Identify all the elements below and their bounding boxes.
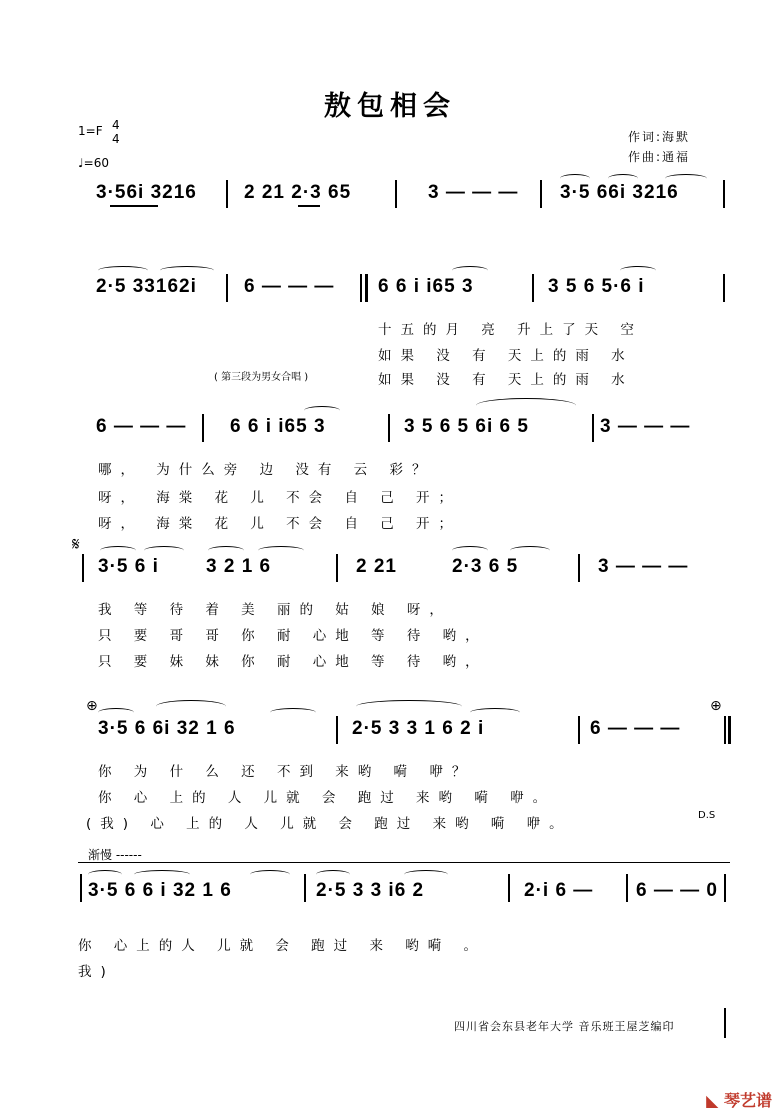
slur [134,870,190,879]
lyric-line-2: 你 心 上的 人 儿就 会 跑过 来哟 嗬 咿。 [98,790,556,806]
coda-icon: ⊕ [86,698,98,714]
barline [80,874,82,902]
slur [452,266,488,275]
barline [360,274,362,302]
final-barline [724,874,726,902]
coda-icon: ⊕ [710,698,722,714]
measure: 3·56i 3216 [96,182,197,203]
barline [388,414,390,442]
lyricist-credit: 作词:海默 [628,130,691,144]
measure: 3·5 6 6 i 32 1 6 [88,880,232,901]
slur [476,398,576,413]
slur [470,708,520,717]
ritardando-mark: 渐慢 ------ [88,848,142,862]
measure: 3·5 6 6i 32 1 6 [98,718,236,739]
slur [608,174,638,183]
measure: 3·5 66i 3216 [560,182,679,203]
barline [82,554,84,582]
measure: 3 — — — [428,182,519,203]
lyric-line-2: 只 要 哥 哥 你 耐 心地 等 待 哟， [98,628,488,644]
slur [144,546,184,555]
barline [724,1008,726,1038]
dal-segno-mark: D.S [698,810,716,821]
measure: 2·5 3 3 1 6 2 i [352,718,485,739]
measure: 2 21 [356,556,397,577]
measure: 2·i 6 — [524,880,594,901]
underline [110,205,158,207]
time-signature: 4 4 [112,118,120,146]
measure: 3 5 6 5 6i 6 5 [404,416,529,437]
tempo-marking: ♩=60 [78,156,109,170]
measure: 3 — — — [600,416,691,437]
measure: 2·5 3 3 i6 2 [316,880,425,901]
key-signature: 1=F [78,124,103,138]
barline [578,716,580,744]
slur [250,870,290,879]
repeat-end-thick [728,716,731,744]
lyric-line-1: 你 为 什 么 还 不到 来哟 嗬 咿？ [98,764,475,780]
slur [356,700,462,713]
page-title: 敖包相会 [324,91,456,122]
lyric-line-1: 我 等 待 着 美 丽的 姑 娘 呀， [98,602,452,618]
lyric-line-3: 只 要 妹 妹 你 耐 心地 等 待 哟， [98,654,488,670]
barline [226,180,228,208]
measure: 6 — — 0 [636,880,718,901]
slur [98,708,134,717]
barline [336,554,338,582]
barline [626,874,628,902]
barline [508,874,510,902]
barline [202,414,204,442]
barline [578,554,580,582]
verse-note: ( 第三段为男女合唱 ) [214,372,309,383]
barline [723,274,725,302]
lyric-line-3: 呀， 海棠 花 儿 不会 自 己 开； [98,516,462,532]
publisher-footer: 四川省会东县老年大学 音乐班王屋芝编印 [454,1020,675,1033]
measure: 6 — — — [244,276,335,297]
measure: 6 6 i i65 3 [230,416,326,437]
barline [592,414,594,442]
slur [452,546,488,555]
segno-icon: 𝄋 [72,534,80,555]
barline [532,274,534,302]
slur [510,546,550,555]
measure: 2·5 33162i [96,276,197,297]
measure: 2·3 6 5 [452,556,519,577]
logo-icon: ◣ [706,1091,719,1110]
measure: 3 2 1 6 [206,556,272,577]
measure: 3 — — — [598,556,689,577]
lyric-line-1: 十五的月 亮 升上了天 空 [378,322,643,338]
underline [298,205,320,207]
measure: 6 — — — [96,416,187,437]
slur [270,708,316,717]
slur [620,266,656,275]
slur [98,266,148,275]
barline [540,180,542,208]
site-logo: ◣ 琴艺谱 [706,1091,772,1110]
measure: 3·5 6 i [98,556,159,577]
lyric-line-2: 我) [78,964,115,980]
repeat-end [724,716,726,744]
slur [88,870,122,879]
slur [665,174,707,183]
composer-credit: 作曲:通福 [628,150,691,164]
lyric-line-1: 你 心上的人 儿就 会 跑过 来 哟嗬 。 [78,938,487,954]
barline [395,180,397,208]
measure: 3 5 6 5·6 i [548,276,645,297]
divider [78,862,730,863]
barline [723,180,725,208]
lyric-line-3: (我) 心 上的 人 儿就 会 跑过 来哟 嗬 咿。 [86,816,572,832]
lyric-line-2: 呀， 海棠 花 儿 不会 自 己 开； [98,490,462,506]
measure: 6 — — — [590,718,681,739]
measure: 2 21 2·3 65 [244,182,352,203]
lyric-line-1: 哪， 为什么旁 边 没有 云 彩？ [98,462,435,478]
barline [336,716,338,744]
slur [100,546,136,555]
slur [304,406,340,415]
lyric-line-2: 如果 没 有 天上的雨 水 [378,348,634,364]
slur [258,546,304,555]
barline [304,874,306,902]
slur [404,870,448,879]
slur [560,174,590,183]
slur [316,870,350,879]
repeat-start [365,274,368,302]
slur [156,700,226,713]
slur [208,546,244,555]
slur [160,266,214,275]
measure: 6 6 i i65 3 [378,276,474,297]
barline [226,274,228,302]
lyric-line-3: 如果 没 有 天上的雨 水 [378,372,634,388]
